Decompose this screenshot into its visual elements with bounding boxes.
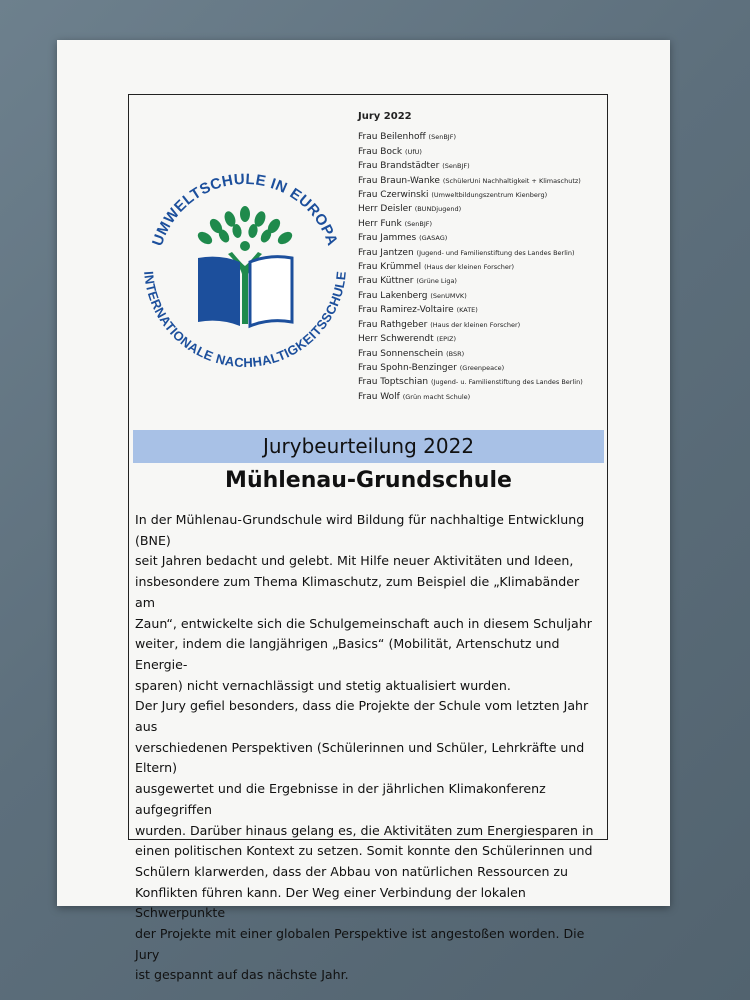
jury-member-name: Frau Beilenhoff — [358, 132, 426, 143]
jury-member — [358, 188, 603, 202]
jury-member-name: Frau Czerwinski — [358, 190, 429, 201]
body-line: weiter, indem die langjährigen „Basics“ (Mobilität, Artenschutz und Energie- — [135, 636, 560, 672]
jury-member-name: Frau Jammes — [358, 233, 417, 244]
jury-list — [358, 110, 603, 404]
body-line: einen politischen Kontext zu setzen. Somit konnte den Schülerinnen und — [135, 843, 593, 859]
jury-member-name: Frau Jantzen — [358, 247, 414, 258]
jury-member — [358, 289, 603, 303]
jury-title: Jury 2022 — [358, 111, 412, 122]
jury-member-name: Frau Toptschian — [358, 377, 429, 388]
jury-member-name: Frau Sonnenschein — [358, 348, 444, 359]
jury-member — [358, 318, 603, 332]
body-line: ausgewertet und die Ergebnisse in der jährlichen Klimakonferenz aufgegriffen — [135, 781, 546, 817]
jury-member — [358, 159, 603, 173]
school-name: Mühlenau-Grundschule — [225, 468, 512, 493]
logo-bottom-text: INTERNATIONALE NACHHALTIGKEITSSCHULE — [141, 270, 349, 371]
jury-member-org: (GASAG) — [419, 234, 448, 243]
jury-member-org: (BSR) — [446, 349, 465, 358]
logo-top-text: UMWELTSCHULE IN EUROPA — [149, 170, 341, 249]
jury-member-org: (SenUMVK) — [430, 291, 467, 300]
jury-member-org: (EPIZ) — [436, 335, 456, 344]
jury-member-name: Frau Brandstädter — [358, 161, 440, 172]
jury-member — [358, 332, 603, 346]
body-line: sparen) nicht vernachlässigt und stetig aktualisiert wurden. — [135, 677, 511, 693]
body-line: Konflikten führen kann. Der Weg einer Verbindung der lokalen Schwerpunkte — [135, 884, 526, 921]
jury-member — [358, 202, 603, 216]
jury-member — [358, 375, 603, 389]
jury-member-org: (Grüne Liga) — [416, 277, 457, 286]
jury-member-org: (KATE) — [456, 306, 478, 315]
jury-member — [358, 390, 603, 404]
jury-member — [358, 303, 603, 317]
jury-member — [358, 246, 603, 260]
body-line: In der Mühlenau-Grundschule wird Bildung für nachhaltige Entwicklung (BNE) — [135, 512, 585, 548]
jury-member-org: (Haus der kleinen Forscher) — [424, 263, 515, 272]
jury-member-org: (Greenpeace) — [459, 363, 505, 372]
jury-member-name: Herr Schwerendt — [358, 334, 434, 345]
jury-member-name: Frau Lakenberg — [358, 290, 428, 301]
jury-member-name: Frau Spohn-Benzinger — [358, 362, 457, 373]
body-line: verschiedenen Perspektiven (Schülerinnen und Schüler, Lehrkräfte und Eltern) — [135, 739, 585, 776]
body-line: Der Jury gefiel besonders, dass die Projekte der Schule vom letzten Jahr aus — [135, 698, 589, 735]
jury-member-name: Frau Wolf — [358, 391, 400, 402]
jury-member — [358, 231, 603, 245]
jury-member-name: Frau Krümmel — [358, 262, 422, 273]
body-line: ist gespannt auf das nächste Jahr. — [135, 967, 349, 983]
body-line: Zaun“, entwickelte sich die Schulgemeinschaft auch in diesem Schuljahr — [135, 615, 592, 631]
jury-member-org: (Haus der kleinen Forscher) — [430, 320, 521, 329]
jury-member-org: (BUNDjugend) — [414, 205, 462, 214]
jury-member-name: Herr Funk — [358, 218, 402, 229]
jury-member-org: (Jugend- und Familienstiftung des Landes Berlin) — [416, 248, 575, 257]
jury-member — [358, 274, 603, 288]
umweltschule-logo — [140, 166, 350, 376]
body-line: wurden. Darüber hinaus gelang es, die Aktivitäten zum Energiesparen in — [135, 822, 594, 838]
jury-member-org: (Umweltbildungszentrum Kienberg) — [431, 191, 548, 200]
body-line: der Projekte mit einer globalen Perspektive ist angestoßen worden. Die Jury — [135, 926, 585, 962]
jury-member-name: Frau Bock — [358, 146, 403, 157]
jury-member-name: Herr Deisler — [358, 204, 412, 215]
jury-member-org: (Grün macht Schule) — [402, 392, 471, 401]
jury-member-name: Frau Küttner — [358, 276, 414, 287]
jury-member-name: Frau Rathgeber — [358, 319, 428, 330]
banner-title: Jurybeurteilung 2022 — [133, 430, 604, 463]
jury-member — [358, 260, 603, 274]
jury-member — [358, 130, 603, 144]
jury-member — [358, 145, 603, 159]
jury-member — [358, 217, 603, 231]
jury-member-org: (SchülerUni Nachhaltigkeit + Klimaschutz) — [442, 176, 581, 185]
jury-member-org: (SenBJF) — [442, 162, 470, 171]
tree-leaves-icon — [196, 206, 295, 251]
jury-member-name: Frau Braun-Wanke — [358, 175, 440, 186]
body-line: Schülern klarwerden, dass der Abbau von natürlichen Ressourcen zu — [135, 863, 569, 879]
body-line: insbesondere zum Thema Klimaschutz, zum Beispiel die „Klimabänder am — [135, 574, 580, 610]
jury-member-org: (SenBJF) — [428, 133, 456, 142]
jury-member — [358, 347, 603, 361]
jury-member-org: (SenBJF) — [404, 219, 433, 228]
jury-member-org: (Jugend- u. Familienstiftung des Landes Berlin) — [430, 378, 583, 387]
body-line: seit Jahren bedacht und gelebt. Mit Hilfe neuer Aktivitäten und Ideen, — [135, 553, 574, 569]
jury-member — [358, 361, 603, 375]
jury-member — [358, 174, 603, 188]
jury-member-name: Frau Ramirez-Voltaire — [358, 305, 454, 316]
assessment-text — [135, 510, 603, 986]
jury-member-org: (UfU) — [405, 147, 422, 156]
